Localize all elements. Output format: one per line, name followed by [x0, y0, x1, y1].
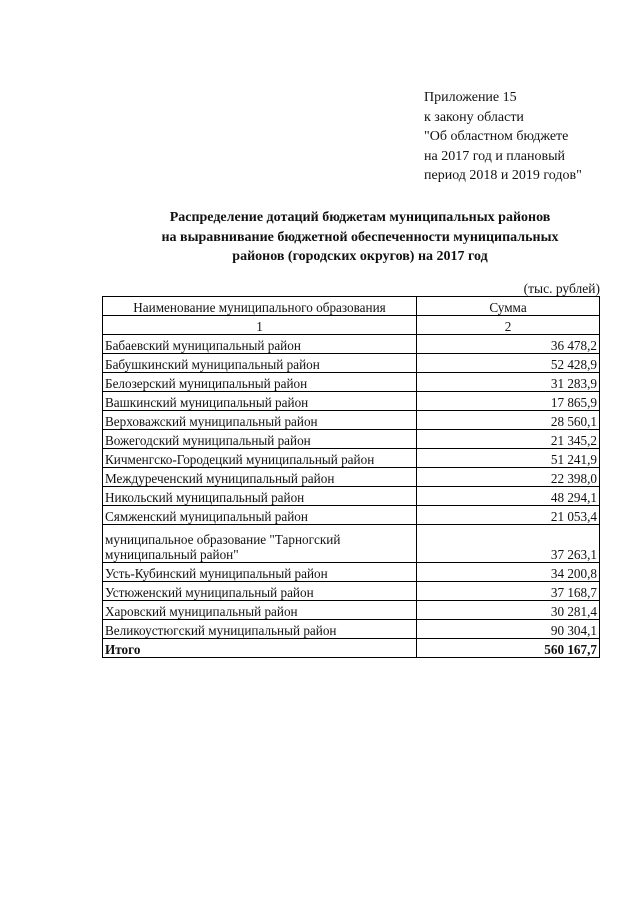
subsidy-amount: 52 428,9	[417, 354, 600, 373]
table-row	[103, 563, 600, 582]
subsidy-amount: 51 241,9	[417, 449, 600, 468]
municipality-name: Верховажский муниципальный район	[103, 411, 417, 430]
column-number-sum: 2	[417, 316, 600, 335]
table-row	[103, 449, 600, 468]
table-row	[103, 506, 600, 525]
municipality-name: Устюженский муниципальный район	[103, 582, 417, 601]
annex-line: период 2018 и 2019 годов"	[424, 168, 582, 183]
subsidy-amount: 34 200,8	[417, 563, 600, 582]
subsidy-amount: 21 345,2	[417, 430, 600, 449]
subsidy-amount: 48 294,1	[417, 487, 600, 506]
table-row	[103, 525, 600, 563]
column-header-sum: Сумма	[417, 297, 600, 316]
subsidy-amount: 37 168,7	[417, 582, 600, 601]
municipality-name: муниципальное образование "Тарногский муниципальный район"	[103, 525, 417, 563]
subsidy-amount: 28 560,1	[417, 411, 600, 430]
municipality-name: Харовский муниципальный район	[103, 601, 417, 620]
total-amount: 560 167,7	[417, 639, 600, 658]
municipality-name: Никольский муниципальный район	[103, 487, 417, 506]
title-line: на выравнивание бюджетной обеспеченности муниципальных	[161, 229, 559, 245]
annex-reference	[424, 88, 624, 186]
subsidy-amount: 31 283,9	[417, 373, 600, 392]
table-row	[103, 373, 600, 392]
column-header-name: Наименование муниципального образования	[103, 297, 417, 316]
table-column-numbers-row	[103, 316, 600, 335]
annex-line: на 2017 год и плановый	[424, 148, 566, 164]
municipality-name: Бабаевский муниципальный район	[103, 335, 417, 354]
table-row	[103, 620, 600, 639]
municipality-name: Бабушкинский муниципальный район	[103, 354, 417, 373]
subsidy-amount: 30 281,4	[417, 601, 600, 620]
subsidy-amount: 17 865,9	[417, 392, 600, 411]
annex-line: "Об областном бюджете	[424, 129, 569, 144]
subsidy-amount: 36 478,2	[417, 335, 600, 354]
table-row	[103, 411, 600, 430]
table-row	[103, 335, 600, 354]
column-number-name: 1	[103, 316, 417, 335]
annex-line: к закону области	[424, 109, 524, 125]
table-header-row	[103, 297, 600, 316]
municipality-name: Кичменгско-Городецкий муниципальный район	[103, 449, 417, 468]
title-line: районов (городских округов) на 2017 год	[232, 249, 488, 264]
municipality-name: Вожегодский муниципальный район	[103, 430, 417, 449]
municipality-name: Сямженский муниципальный район	[103, 506, 417, 525]
total-label: Итого	[103, 639, 417, 658]
municipality-name: Великоустюгский муниципальный район	[103, 620, 417, 639]
subsidy-amount: 90 304,1	[417, 620, 600, 639]
subsidy-table	[102, 296, 600, 658]
municipality-name: Белозерский муниципальный район	[103, 373, 417, 392]
table-row	[103, 468, 600, 487]
annex-line: Приложение 15	[424, 90, 517, 105]
table-row	[103, 354, 600, 373]
table-row	[103, 601, 600, 620]
table-row	[103, 392, 600, 411]
table-row	[103, 430, 600, 449]
table-row	[103, 582, 600, 601]
table-row	[103, 487, 600, 506]
title-line: Распределение дотаций бюджетам муниципальных районов	[169, 210, 551, 225]
subsidy-amount: 22 398,0	[417, 468, 600, 487]
subsidy-amount: 37 263,1	[417, 525, 600, 563]
document-title	[120, 208, 600, 267]
municipality-name: Усть-Кубинский муниципальный район	[103, 563, 417, 582]
municipality-name: Междуреченский муниципальный район	[103, 468, 417, 487]
table-total-row	[103, 639, 600, 658]
municipality-name: Вашкинский муниципальный район	[103, 392, 417, 411]
units-label: (тыс. рублей)	[523, 281, 600, 296]
subsidy-amount: 21 053,4	[417, 506, 600, 525]
